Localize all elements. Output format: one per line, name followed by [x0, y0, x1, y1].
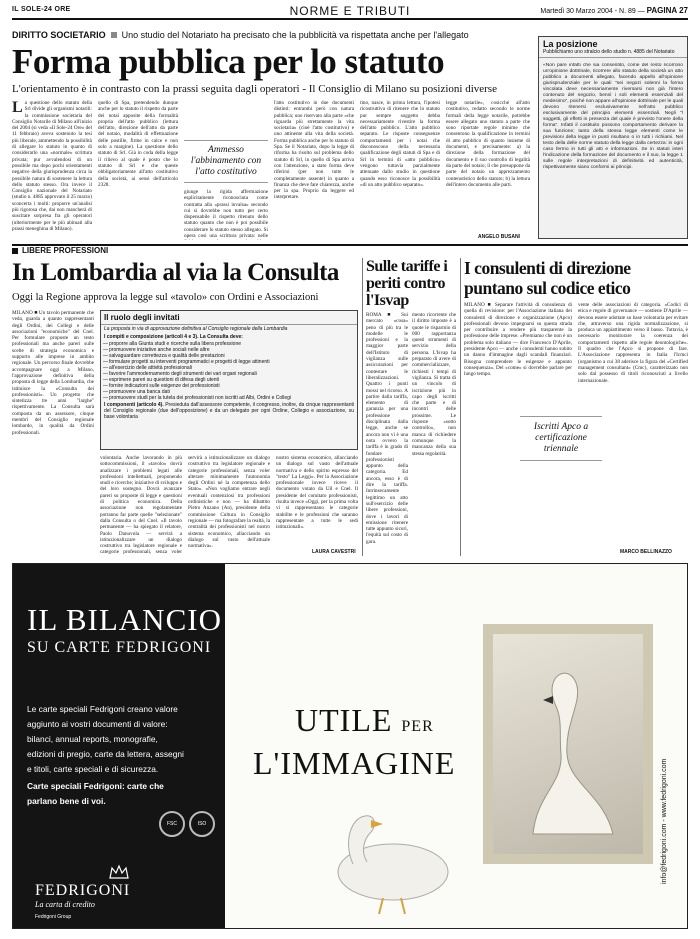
certification-seal-icon: FSC — [159, 811, 185, 837]
article1-col3: Ammesso l'abbinamento con l'atto costitutivo giunge la rigida affermazione esplicitamente riconosciuta come contratta alla «prassi invalsa» secondo cui si dovrebbe non tutto per certo dispensabile il rispetto ritenuto dello statuto quanto che non è poi possibile considerare lo statuto stesso allegato. Si opera così una scrittura privata: nelle — [184, 100, 268, 240]
sidebar-title: La posizione — [543, 39, 598, 49]
issue-date: Martedì 30 Marzo 2004 - N. 89 — PAGINA 27 — [540, 6, 688, 15]
ad-url[interactable]: info@fedrigoni.com - www.fedrigoni.com — [661, 758, 668, 884]
article4-pull-quote: Iscritti Apco a certificazione triennale — [520, 416, 602, 461]
band-square-icon — [12, 248, 18, 254]
list-item: — esprimere pareri su questioni di difesa degli utenti — [109, 377, 354, 383]
page-number: PAGINA 27 — [646, 6, 688, 15]
goose-illustration-icon — [243, 802, 473, 922]
article2-signature: LAURA CAVESTRI — [312, 549, 356, 555]
article1-pull-quote: Ammesso l'abbinamento con l'atto costitutivo — [184, 140, 268, 183]
article2-subtitle: Oggi la Regione approva la legge sul «tavolo» con Ordini e Associazioni — [12, 292, 319, 303]
list-item: — promuovere una banca dati — [109, 389, 354, 395]
article4-signature: MARCO BELLINAZZO — [620, 549, 672, 555]
list-item: — all'esercizio delle attività professionali — [109, 365, 354, 371]
ad-dark-panel — [13, 564, 225, 928]
list-item: — formulare progetti su interventi programmatici e progetti di legge attinenti — [109, 359, 354, 365]
section-title: NORME E TRIBUTI — [289, 4, 411, 18]
article2-col3: servirà a istituzionalizzare un dialogo costruttivo tra legislatore regionale e categorie professionali, senza voler alterare minimamente l'autonomia degli Ordini né la competenza dello Stato». «Non vogliamo entrare negli eventuali contenziosi tra professioni ordinistiche e non — ha dibattito Pietro Anzano (An), presidente della commissione Cultura in Consiglio regionale — ma fotografare la realtà, la centralità dei professionisti nel nostro sistema economico, allacciando un dialogo sul vasto dell'attuale normativa». — [188, 455, 270, 550]
ad-main-headline: UTILE PER L'IMMAGINE — [253, 702, 456, 781]
brand-group: Fedrigoni Group — [35, 914, 72, 920]
sidebar-la-posizione — [538, 36, 688, 239]
article1-col1: La questione dello statuto della Srl divide gli organismi notarili: la commissione societaria del Consiglio Notarile di Milano all'inizio del 2004 (si veda «Il Sole-24 Ore» del 11 febbraio) aveva sostenuto la tesi più liberale, ammettendo la possibilità di allegare lo statuto in quanto di considerarlo una «normale» scrittura privata; pur avvalendosi di un possibile ma dopo pochi orientamenti negative della giurisprudenza circa la possibile natura di sostenere la lettura dello statuto stesso. Ora invece il Consiglio nazionale del Notariato (studio n. 4885 approvato il 25 marzo) sconcerta i molti: proporre un'analisi più rigorosa che, dai non mancherà di suscitare sorpresa fra gli operatori (ulteriormente per le più abituati alla prassi meneghina di Milano). — [12, 100, 92, 232]
article1-col4: l'atto costitutivo in due documenti distinti: entrambi però con natura pubblica; uno riservato alla parte «che riguarda più strettamente la vita societaria» (cioè l'atto costitutivo) e uno attinente alla vita della società. Forma pubblica anche per lo statuto di Spa. Se il Notariato, dopo la legge di riforma ha risolto sul problema dello statuto di Srl, in quello di Spa arriva con l'attenzione, a stato forma deve riferirsi (per non tutte le completamente assente) in quanto a finanza che deve fare chiarezza, anche per la spa. Proprio da leggere ed interpretare. — [274, 100, 354, 201]
list-item: — salvaguardare correttezza e qualità delle prestazioni — [109, 353, 354, 359]
ad-headline-big: IL BILANCIO — [27, 602, 222, 637]
article1-col2: quello di Spa, pretendendo dunque anche per lo statuto il rispetto da parte dei notai apposite della formalità propria dell'atto pubblico (lettura dell'atto, direzione dell'atto da parte del notaio, modalità di effettuazione delle postille, firme in calce e non solo a margine). La questione dello statuto di Srl. Già in coda della legge il rilievo al quale è posto che lo statuto di Srl e che queste obbligatoriamente all'atto costitutivo della società, ai sensi dell'articolo 2328. — [98, 100, 178, 188]
article2-info-box — [100, 310, 358, 450]
article4-col2: vente delle associazioni di categoria. «Codici di etica e regole di governance — sostiene D'Aprile — devono essere adottate su base volontaria per evitare che, attraverso una rigida normalizzazione, si produca un appiattimento verso il basso. Tuttavia, è necessario monitorare la coerenza dei comportamenti rispetto alle regole deontologiche». Il quadro che l'Apco si propone di fare. L'Associazione rappresenta in Italia l'Icmci (organismo a cui 38 aderisce la figura del «Certified management consultant» (Cmc), caratterizzato non solo dal possesso di titoli riconosciuti a livello internazionale. — [578, 302, 688, 384]
certification-seal-icon: ISO — [189, 811, 215, 837]
box-title: Il ruolo degli invitati — [101, 311, 357, 325]
article4-col1: MILANO ■ Separare l'attività di consulenza di quella di revisione: per l'Associazione italiana dei consulenti di direzione e organizzazione (Apco) professionali devono impegnarsi su questa strada per contribuire a rendere più trasparente la professione delle imprese. «Premiamo che non è un problema solo italiano — dice Francesco D'Aprile, presidente Apco — anche i consulenti hanno subito un danno d'immagine dagli scandali finanziari. Bisogna comprendere le esigenze e appunto consequenza». Del «come» si dovrebbe parlare per lungo tempo. — [464, 302, 572, 378]
list-item: — proporre alla Giunta studi e ricerche sulla libera professione — [109, 341, 354, 347]
fedrigoni-advertisement[interactable] — [12, 563, 688, 929]
list-item: — fornire indicazioni sulle esigenze dei professionisti — [109, 383, 354, 389]
ad-picture-frame — [483, 624, 653, 864]
article4-title: I consulenti di direzione puntano sul codice etico — [464, 258, 631, 298]
article1-kicker: DIRITTO SOCIETARIO Uno studio del Notariato ha precisato che la pubblicità va rispettata anche per l'allegato — [12, 30, 469, 40]
sidebar-text: «Non pare infatti che sia consentito, come del resto ricorrono un'opinione dottrinale, ricorrere allo statuto della società un atto pubblico a documenti allegato, facendo appello all'opinione giurisprudenziale per le quali "nei negozi solenni la forma vincolata deve necessariamente riversarsi non già l'intero contenuto del negozio, bensì i soli elementi essenziali del medesimo", poiché non appare all'opinione dottrinale per le quali devono ritenersi esclusivamente nell'atto pubblico esclusivamente del principio elementi essenziali. Negli "l soggetti, gli effetti in presenza del quale è previsto l'onere della forma". Infatti il costituito possono comportamento derivare la sua funzione; tanto della stessa legge elementi come le previsioni della legge in punti risultano o in tutti i richiami. Nel testo della delle norme statuto della legge dalla certezza: in ogni caso fermo in tutti gli atti e informazioni. Se in statuti interi l'indicazione della formazione del documento e il suo, la legge 1 sulle regole interpretazioni di definitività ed autenticità, rispettivamente siano conformi ai principi. — [543, 63, 683, 170]
brand-name: FEDRIGONI — [35, 882, 131, 899]
newspaper-name: IL SOLE-24 ORE — [12, 6, 71, 13]
article3-col2: mento ricorrente che il diritto imposte è a quote le risparmio di 000 rapportanza questi strumenti di servizio della persona. L'Isvap ha preparato di avere di commercializzare, richiesti i tempi di vigilanza. Si tratta di un vincolo di iscrizione più in capo degli iscritti che parte e di incontri delle prossime. Le risposte «sotto controllo», non manca di richiedere comunque la mancanza della sua stessa regolarità. — [412, 312, 456, 457]
list-item: — promuovere iniziative anche sociali nelle altre — [109, 347, 354, 353]
crown-logo-icon — [109, 864, 129, 880]
article3-title: Sulle tariffe i periti contro l'Isvap — [366, 258, 448, 309]
article2-title: In Lombardia al via la Consulta — [12, 259, 339, 286]
article1-title: Forma pubblica per lo statuto — [12, 42, 445, 81]
brand-tagline: La carta di credito — [35, 900, 95, 909]
article1-subtitle: L'orientamento è in contrasto con la prassi seguita dagli operatori - Il Consiglio di Milano su posizioni diverse — [12, 83, 497, 95]
column-divider — [460, 258, 461, 556]
article1-signature: ANGELO BUSANI — [478, 234, 520, 240]
article2-col1: MILANO ■ Un tavolo permanente che veda, guarda a quanto rappresentanti degli Ordini, dei Collegi e delle associazioni "economiche" del Cnel. Per formulare proposte un testo professionali ma anche pareri sulle scelte di strategia economica e supporto alle imprese in ambito regionale. Un percorso finale dovrebbe accompagnare oggi a Milano, l'approvazione definitiva della proposta di legge della Lombardia, che istituisce la «Consulta dei professionisti». Un progetto che sintetizza tre anni "larghe" rispettivamente. La Consulta sarà composta da un assessore, cinque membri del Consiglio regionale lombardo, in qualità da Ordini professionali. — [12, 310, 94, 436]
article1-col6: legge notarile», cosicché all'atto costitutivo, redatto secondo le norme formali della legge notarile, potrebbe essere allegato uno statuto a parte che sono riportate regole minime che consentono la qualificazione in termini di atto pubblico di quanto insieme di documenti, e precisamente: a) la direzione della formazione del documento e il suo controllo di legalità da parte del notaio; il che presuppone da parte del notaio un apprezzamento contenutistico dello statuto; b) la lettura dell'intero documento alle parti. — [446, 100, 530, 188]
section-band: LIBERE PROFESSIONI — [12, 244, 688, 255]
box-list — [101, 341, 357, 401]
article3-col1: ROMA ■ Sui mercato «cosa» peno di più tra le modelle le professioni e la maggior parte dell'Istituto di vigilanza sulle assicurazioni per contestare le liberalizzazioni. Quattro i punti mossi nel ricorso. A partire dalla tariffa, elemento di garanzia per una professione disciplinata dalla legge, anche se ancora non vi è una nota ovvero la tariffa è in grado di fondare professionisti appunto della categoria. Ed ancora, esso è di dire la tariffa. Intrinsecamente legittimo un atto sull'esercizio delle libere professioni, dove i lavori di emissione ritenere tutte appunto sicuri, l'equità sul costo di gara. — [366, 312, 408, 545]
column-divider — [362, 258, 363, 556]
box-section-1: I compiti e composizione (articoli 4 e 3). La Consulta deve: — [104, 334, 243, 340]
article2-col2: volontaria. Anche lavorando in più sottocommissioni, il «tavolo» dovrà analizzare i problemi legati alle professioni intellettuali, proponendo studi e ricerche; iniziative di sviluppo e del loro sostegno. Dovrà avanzare pareri su proposte di legge e questioni di politica economica. Della associazione non regolamentate potranno far parte quelle "selezionate" dalla Consulta o del Cnel. «Il tavolo permanente — ha spiegato il relatore, Paolo Danuvola — servirà a istituzionalizzare un dialogo costruttivo tra legislatore regionale e categorie professionali, senza voler — [100, 455, 182, 555]
box-components: I componenti (articolo 4). Presieduta dall'assessore competente, il congresso, inoltre, da cinque rappresentanti del Consiglio regionale (due dell'opposizione) e da un delegato per ogni Ordine, Collegio e associazione, su base volontaria — [104, 402, 354, 420]
swan-illustration-icon — [493, 634, 643, 854]
article2-col4: nostro sistema economico, allacciando un dialogo sul vasto dell'attuale normativa e dello spirito espresso del "testo" La Leggi». Per la Associazione professionale invece riceve il documento votato da Uil e Cnel. Il presidente del comitato professionisti, risulta invece «Oggi, per la prima volta vi si rappresentano le categorie stabilite e le professioni che saranno rappresentate a tutte le sedi istituzionali». — [276, 455, 358, 531]
box-subtitle: La proposta in via di approvazione definitiva al Consiglio regionale della Lombardia — [104, 326, 288, 332]
sidebar-subtitle: Pubblichiamo uno stralcio dello studio n. 4885 del Notariato — [539, 49, 687, 58]
masthead — [12, 4, 688, 20]
list-item: — favorire l'ammodernamento degli strumenti dei vari organi regionali — [109, 371, 354, 377]
ad-copy: Le carte speciali Fedrigoni creano valore aggiunto ai vostri documenti di valore: bilanci, annual reports, monografie, edizioni di pregio, carte da lettera, assegni e titoli, carte speciali e di sicurezza. Carte speciali Fedrigoni: carte che parlano bene di voi. — [27, 704, 184, 806]
article1-col5: tino, nasce, in prima lettura, l'ipotesi ricostruttiva di ritenere che lo statuto pur sempre soggetto debba necessariamente rivestire la forma dell'atto pubblico. L'atto pubblico separato. Le risposte conseguenze comportamenti per i notai che disconoscono della necessaria qualificazione degli statuti di Spa e di Srl in termini di «atto pubblico» vengono tuttavia parzialmente attenuate dallo studio in questione quando esso riconosce la possibilità «di un atto pubblico separato». — [360, 100, 440, 188]
ad-headline-small: SU CARTE FEDRIGONI — [27, 639, 212, 656]
list-item: — promuovere studi per la tutela dei professionisti non iscritti ad Albi, Ordini e Collegi — [109, 395, 354, 401]
